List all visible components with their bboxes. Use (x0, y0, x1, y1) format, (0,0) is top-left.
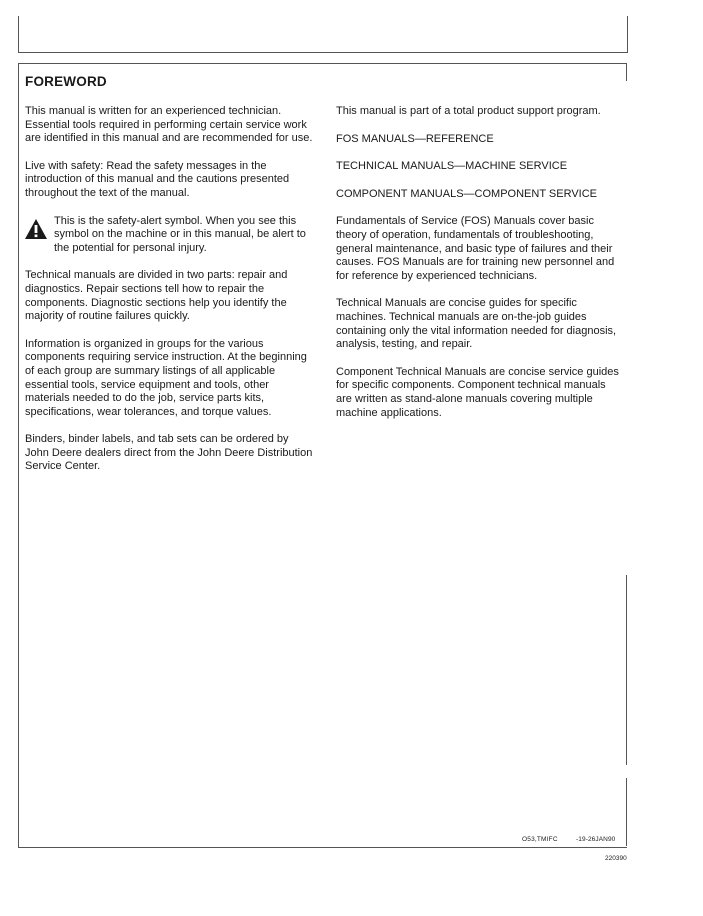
page-title: FOREWORD (25, 74, 107, 89)
technical-description-paragraph: Technical Manuals are concise guides for specific machines. Technical manuals are on-the-job guides containing only the vital information needed for diagnosis, analysis, testing, and repair. (336, 297, 617, 351)
technical-manual-parts-paragraph: Technical manuals are divided in two parts: repair and diagnostics. Repair sections tell how to repair the components. Diagnostic sections help you identify the majority of routine failures quickly. (25, 269, 288, 323)
fos-description-paragraph: Fundamentals of Service (FOS) Manuals cover basic theory of operation, fundamentals of troubleshooting, general maintenance, and basic type of failures and their causes. FOS Manuals are for training new personnel and for reference by experienced technicians. (336, 215, 615, 282)
organization-paragraph: Information is organized in groups for the various components requiring service instruction. At the beginning of each group are summary listings of all applicable essential tools, service equipment and tools, other materials needed to do the job, service parts kits, specifications, wear tolerances, and torque values. (25, 337, 307, 418)
intro-paragraph: This manual is written for an experienced technician. Essential tools required in performing certain service work are identified in this manual and are recommended for use. (25, 105, 313, 145)
component-manuals-item: COMPONENT MANUALS—COMPONENT SERVICE (336, 187, 597, 200)
safety-alert-block (25, 215, 315, 256)
safety-alert-text: This is the safety-alert symbol. When you see this symbol on the machine or in this manual, be alert to the potential for personal injury. (54, 214, 306, 254)
top-frame (18, 16, 628, 53)
fos-manuals-item: FOS MANUALS—REFERENCE (336, 132, 494, 145)
component-description-paragraph: Component Technical Manuals are concise service guides for specific components. Component technical manuals are written as stand-alone manuals covering multiple machine applications. (336, 365, 619, 419)
safety-paragraph: Live with safety: Read the safety messages in the introduction of this manual and the cautions presented throughout the text of the manual. (25, 159, 290, 199)
right-edge-lower (626, 778, 627, 846)
right-edge-upper (626, 63, 627, 81)
right-edge-middle (626, 575, 627, 765)
footer-date: -19-26JAN90 (576, 836, 616, 843)
footer-code: O53,TMIFC (522, 836, 558, 843)
technical-manuals-item: TECHNICAL MANUALS—MACHINE SERVICE (336, 160, 568, 173)
support-program-paragraph: This manual is part of a total product support program. (336, 105, 601, 117)
binders-paragraph: Binders, binder labels, and tab sets can be ordered by John Deere dealers direct from the John Deere Distribution Service Center. (25, 433, 313, 473)
right-column (336, 105, 620, 434)
safety-alert-icon (25, 219, 47, 239)
page-number: 220390 (605, 855, 627, 862)
left-column (25, 105, 315, 488)
